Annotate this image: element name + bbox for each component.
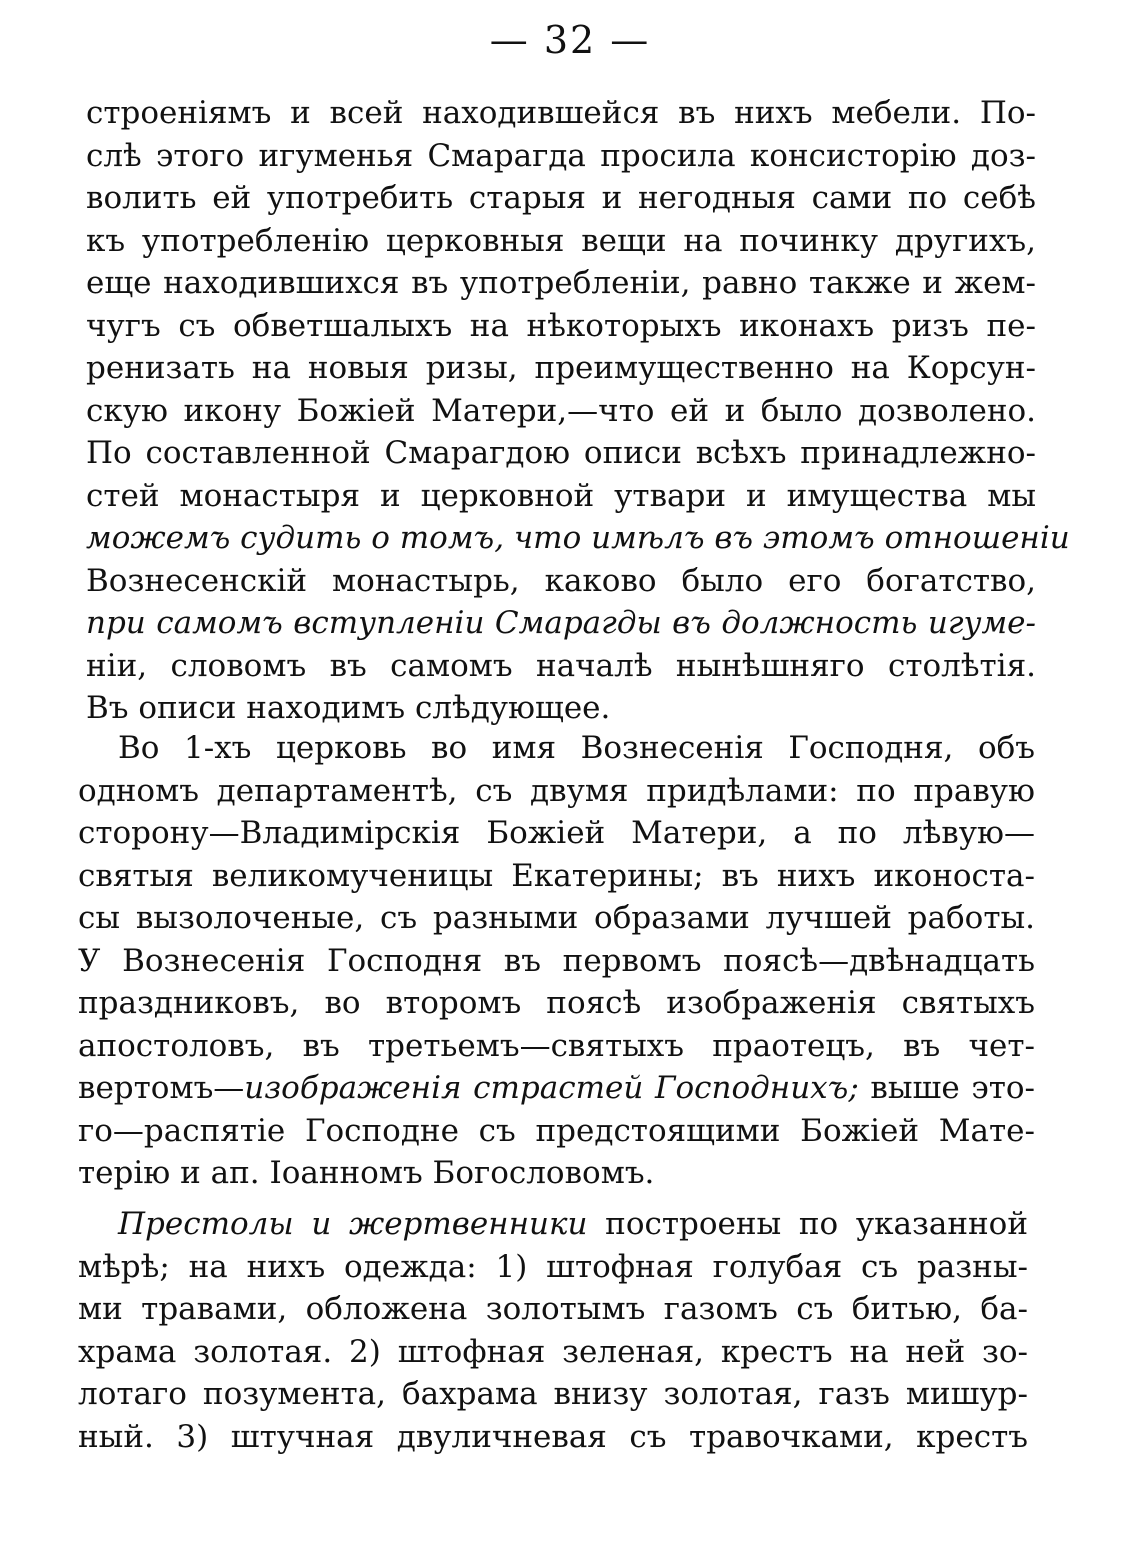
text-segment: чугъ съ обветшалыхъ на нѣкоторыхъ иконахъ ризъ пе- xyxy=(86,307,1036,344)
text-line xyxy=(86,135,1036,178)
text-line xyxy=(86,262,1036,305)
text-line xyxy=(78,727,1035,770)
text-line xyxy=(86,92,1036,135)
text-segment: построены по указанной xyxy=(587,1206,1028,1242)
paragraph-1 xyxy=(86,92,1070,730)
italic-text-segment: при самомъ вступленіи Смарагды въ должность игуме- xyxy=(86,605,1036,641)
text-segment: слѣ этого игуменья Смарагда просила консисторію доз- xyxy=(86,137,1036,174)
text-segment: скую икону Божіей Матери,—что ей и было дозволено. xyxy=(86,392,1036,429)
text-segment: апостоловъ, въ третьемъ—святыхъ праотецъ, въ чет- xyxy=(78,1027,1035,1064)
text-line xyxy=(86,305,1036,348)
text-line xyxy=(78,1288,1028,1331)
text-line xyxy=(78,1246,1028,1289)
text-line xyxy=(78,1110,1035,1153)
text-line xyxy=(86,432,1036,475)
text-segment: къ употребленію церковныя вещи на починку другихъ, xyxy=(86,222,1036,259)
text-segment: У Вознесенія Господня въ первомъ поясѣ—двѣнадцать xyxy=(78,942,1035,979)
text-segment: сторону—Владимірскія Божіей Матери, а по лѣвую— xyxy=(78,815,1035,851)
text-segment: Вознесенскій монастырь, каково было его богатство, xyxy=(86,562,1036,599)
text-line xyxy=(86,645,1036,688)
text-line xyxy=(78,982,1035,1025)
text-segment: одномъ департаментѣ, съ двумя придѣлами: по правую xyxy=(78,772,1035,809)
text-line xyxy=(86,687,1036,730)
text-line xyxy=(86,177,1036,220)
text-segment: ный. 3) штучная двуличневая съ травочками, крестъ xyxy=(78,1418,1028,1455)
text-line xyxy=(78,1025,1035,1068)
text-segment: выше это- xyxy=(858,1070,1035,1106)
text-segment: ніи, словомъ въ самомъ началѣ нынѣшняго столѣтія. xyxy=(86,647,1036,684)
text-line xyxy=(78,1331,1028,1374)
paragraph-2 xyxy=(78,727,1035,1195)
text-line xyxy=(78,770,1035,813)
text-segment: Въ описи находимъ слѣдующее. xyxy=(86,690,611,726)
text-segment: го—распятіе Господне съ предстоящими Божіей Мате- xyxy=(78,1112,1035,1149)
text-line xyxy=(86,220,1036,263)
text-segment: святыя великомученицы Екатерины; въ нихъ иконоста- xyxy=(78,857,1035,894)
text-line xyxy=(78,1203,1028,1246)
text-line xyxy=(86,347,1036,390)
text-line xyxy=(78,1416,1028,1459)
text-line xyxy=(78,1373,1028,1416)
text-line xyxy=(86,560,1036,603)
text-line xyxy=(78,812,1035,855)
text-line xyxy=(86,602,1036,645)
text-segment: По составленной Смарагдою описи всѣхъ принадлежно- xyxy=(86,435,1036,471)
text-line xyxy=(78,1067,1035,1110)
text-segment: стей монастыря и церковной утвари и имущества мы xyxy=(86,477,1036,514)
text-segment: ренизать на новыя ризы, преимущественно на Корсун- xyxy=(86,350,1036,386)
text-line xyxy=(86,390,1036,433)
italic-text-segment: можемъ судить о томъ, что имѣлъ въ этомъ отношеніи xyxy=(86,520,1070,556)
text-segment: Во 1-хъ церковь во имя Вознесенія Господня, объ xyxy=(118,730,1035,766)
text-segment: волить ей употребить старыя и негодныя сами по себѣ xyxy=(86,180,1036,216)
text-segment: сы вызолоченые, съ разными образами лучшей работы. xyxy=(78,900,1035,936)
text-segment: мѣрѣ; на нихъ одежда: 1) штофная голубая съ разны- xyxy=(78,1248,1028,1285)
text-segment: строеніямъ и всей находившейся въ нихъ мебели. По- xyxy=(86,95,1036,131)
text-segment: храма золотая. 2) штофная зеленая, крестъ на ней зо- xyxy=(78,1333,1028,1370)
text-line xyxy=(86,517,1070,560)
text-segment: праздниковъ, во второмъ поясѣ изображенія святыхъ xyxy=(78,985,1035,1021)
text-segment: вертомъ— xyxy=(78,1070,245,1106)
text-segment: ми травами, обложена золотымъ газомъ съ битью, ба- xyxy=(78,1291,1028,1327)
italic-text-segment: Престолы и жертвенники xyxy=(118,1206,588,1242)
text-line xyxy=(78,897,1035,940)
text-segment: лотаго позумента, бахрама внизу золотая, газъ мишур- xyxy=(78,1376,1028,1412)
text-line xyxy=(78,1152,1035,1195)
text-line xyxy=(78,940,1035,983)
page-number: — 32 — xyxy=(489,18,651,62)
paragraph-3 xyxy=(78,1203,1028,1458)
text-segment: еще находившихся въ употребленіи, равно также и жем- xyxy=(86,265,1036,301)
text-segment: терію и ап. Іоанномъ Богословомъ. xyxy=(78,1155,655,1191)
text-line xyxy=(78,855,1035,898)
text-line xyxy=(86,475,1036,518)
italic-text-segment: изображенія страстей Господнихъ; xyxy=(244,1070,859,1106)
